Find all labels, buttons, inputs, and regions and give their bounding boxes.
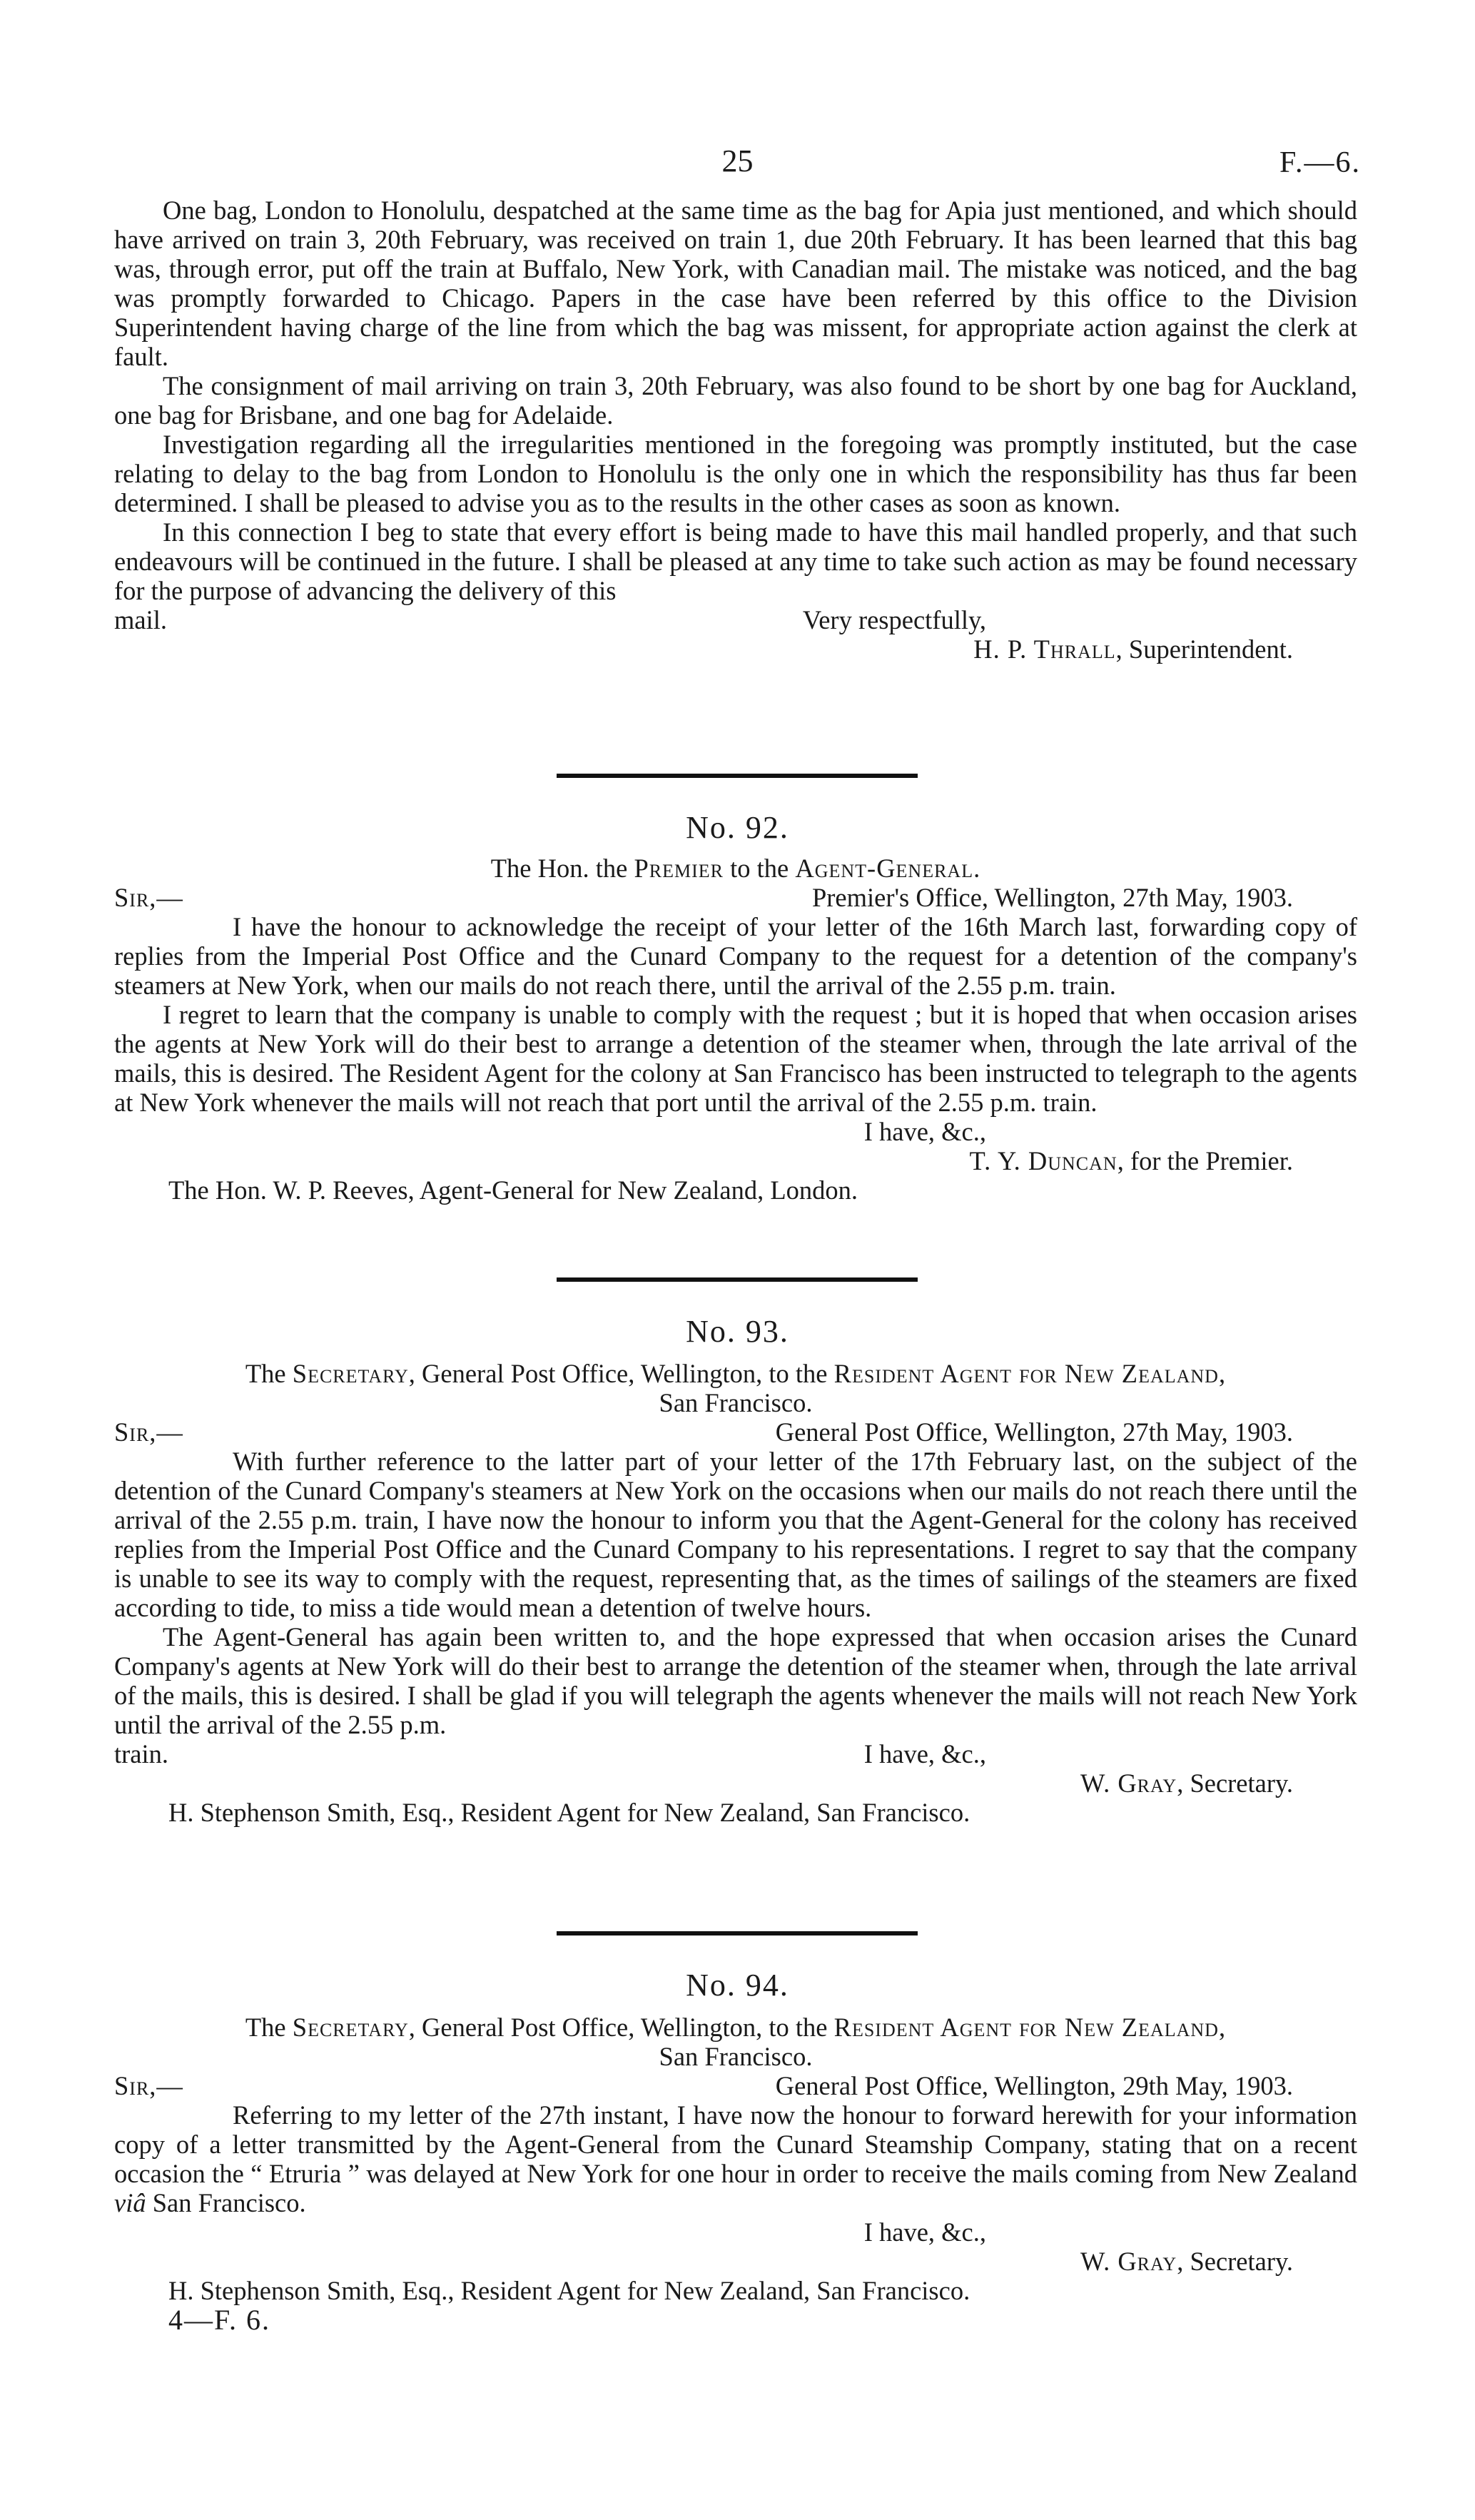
last-line: mail. [114, 605, 167, 634]
signature-mark: 4—F. 6. [168, 2304, 271, 2336]
paragraph: The consignment of mail arriving on train 3, 20th February, was also found to be short by one bag for Auckland, one bag for Brisbane, and one bag for Adelaide. [114, 371, 1357, 430]
paragraph: The Agent-General has again been written to, and the hope expressed that when occasion arises the Cunard Company's agents at New York will do their best to arrange the detention of the steamer when, through the late arrival of the mails, this is desired. I shall be glad if you will telegraph the agents whenever the mails will not reach New York until the arrival of the 2.55 p.m. [114, 1622, 1357, 1739]
page-number: 25 [721, 143, 754, 178]
heading-to: Resident Agent for New Zealand, [833, 1359, 1227, 1388]
letter-heading [114, 1359, 1357, 1388]
salutation-row [114, 2071, 1357, 2100]
signature-name: H. P. Thrall [973, 634, 1116, 664]
signature-title: , Superintendent. [1115, 634, 1293, 664]
closing: I have, &c., [863, 1117, 986, 1146]
closing-row [114, 1739, 1357, 1768]
salutation: Sir,— [114, 883, 183, 912]
heading-text: to the [724, 854, 796, 883]
paragraph-text: Referring to my letter of the 27th instant, I have now the honour to forward herewith for your information copy of a letter transmitted by the Agent-General from the Cunard Steamship Company, stating that on a recent occasion the “ Etruria ” was delayed at New York for one hour in order to receive the mails coming from New Zealand [114, 2100, 1357, 2188]
addressee: H. Stephenson Smith, Esq., Resident Agent for New Zealand, San Francisco. [168, 2276, 970, 2305]
paragraph: With further reference to the latter part of your letter of the 17th February last, on the subject of the detention of the Cunard Company's steamers at New York on the occasions when our mails do not reach there until the arrival of the 2.55 p.m. train, I have now the honour to inform you that the Agent-General for the colony has received replies from the Imperial Post Office and the Cunard Company to his representations. I regret to say that the company is unable to see its way to comply with the request, representing that, as the times of sailings of the steamers are fixed according to tide, to miss a tide would mean a detention of twelve hours. [114, 1447, 1357, 1622]
signature-name: W. Gray [1080, 1768, 1177, 1798]
salutation: Sir,— [114, 2071, 183, 2100]
section-divider [557, 1277, 918, 1282]
addressee: The Hon. W. P. Reeves, Agent-General for New Zealand, London. [168, 1175, 858, 1205]
heading-text: , General Post Office, Wellington, to the [408, 1359, 834, 1388]
letter-number: No. 94. [686, 1968, 789, 2003]
closing: I have, &c., [863, 2217, 986, 2247]
signature [114, 1146, 1357, 1175]
signature-title: , for the Premier. [1117, 1146, 1293, 1175]
salutation: Sir,— [114, 1417, 183, 1447]
salutation-row [114, 1417, 1357, 1447]
letter-heading-line2: San Francisco. [659, 2042, 813, 2071]
dateline: General Post Office, Wellington, 29th May, 1903. [775, 2071, 1293, 2100]
heading-text: The Hon. the [490, 854, 634, 883]
signature-title: , Secretary. [1177, 1768, 1293, 1798]
signature [114, 634, 1357, 664]
section-divider [557, 1931, 918, 1935]
closing-row [114, 605, 1357, 634]
heading-text: , General Post Office, Wellington, to the [408, 2013, 834, 2042]
letter-heading [114, 2013, 1357, 2042]
letter-number: No. 92. [686, 810, 789, 845]
heading-to: Resident Agent for New Zealand, [833, 2013, 1227, 2042]
salutation-row [114, 883, 1357, 912]
paragraph-text: San Francisco. [146, 2188, 306, 2217]
heading-text: The [245, 1359, 293, 1388]
paragraph-italic: viâ [114, 2188, 146, 2217]
closing: I have, &c., [863, 1739, 986, 1768]
paragraph: In this connection I beg to state that every effort is being made to have this mail handled properly, and that such endeavours will be continued in the future. I shall be pleased at any time to take such action as may be found necessary for the purpose of advancing the delivery of this [114, 517, 1357, 605]
dateline: General Post Office, Wellington, 27th May, 1903. [775, 1417, 1293, 1447]
section-divider [557, 774, 918, 778]
heading-from: Secretary [292, 1359, 409, 1388]
heading-to: Agent-General. [795, 854, 981, 883]
signature-title: , Secretary. [1177, 2247, 1293, 2276]
signature [114, 1768, 1357, 1798]
document-reference: F.—6. [1279, 146, 1361, 179]
paragraph: Investigation regarding all the irregularities mentioned in the foregoing was promptly instituted, but the case relating to delay to the bag from London to Honolulu is the only one in which the responsibility has thus far been determined. I shall be pleased to advise you as to the results in the other cases as soon as known. [114, 430, 1357, 517]
signature-name: T. Y. Duncan [969, 1146, 1117, 1175]
letter-number: No. 93. [686, 1314, 789, 1349]
letter-94 [114, 2013, 1357, 2334]
closing: Very respectfully, [802, 605, 986, 634]
paragraph: One bag, London to Honolulu, despatched at the same time as the bag for Apia just mentioned, and which should have arrived on train 3, 20th February, was received on train 1, due 20th February. It has been learned that this bag was, through error, put off the train at Buffalo, New York, with Canadian mail. The mistake was noticed, and the bag was promptly forwarded to Chicago. Papers in the case have been referred by this office to the Division Superintendent having charge of the line from which the bag was missent, for appropriate action against the clerk at fault. [114, 196, 1357, 371]
letter-92 [114, 854, 1357, 1205]
signature [114, 2247, 1357, 2276]
paragraph [114, 2100, 1357, 2217]
paragraph: I regret to learn that the company is unable to comply with the request ; but it is hoped that when occasion arises the agents at New York will do their best to arrange a detention of the steamer when, through the late arrival of the mails, this is desired. The Resident Agent for the colony at San Francisco has been instructed to telegraph to the agents at New York whenever the mails will not reach that port until the arrival of the 2.55 p.m. train. [114, 1000, 1357, 1117]
heading-from: Premier [634, 854, 724, 883]
intro-letter [114, 196, 1357, 664]
last-line: train. [114, 1739, 169, 1768]
paragraph: I have the honour to acknowledge the receipt of your letter of the 16th March last, forwarding copy of replies from the Imperial Post Office and the Cunard Company to the request for a detention of the company's steamers at New York, when our mails do not reach there, until the arrival of the 2.55 p.m. train. [114, 912, 1357, 1000]
signature-name: W. Gray [1080, 2247, 1177, 2276]
letter-heading-line2: San Francisco. [659, 1388, 813, 1417]
dateline: Premier's Office, Wellington, 27th May, 1903. [811, 883, 1293, 912]
letter-heading [114, 854, 1357, 883]
addressee: H. Stephenson Smith, Esq., Resident Agent for New Zealand, San Francisco. [168, 1798, 970, 1827]
heading-text: The [245, 2013, 293, 2042]
heading-from: Secretary [292, 2013, 409, 2042]
letter-93 [114, 1359, 1357, 1827]
